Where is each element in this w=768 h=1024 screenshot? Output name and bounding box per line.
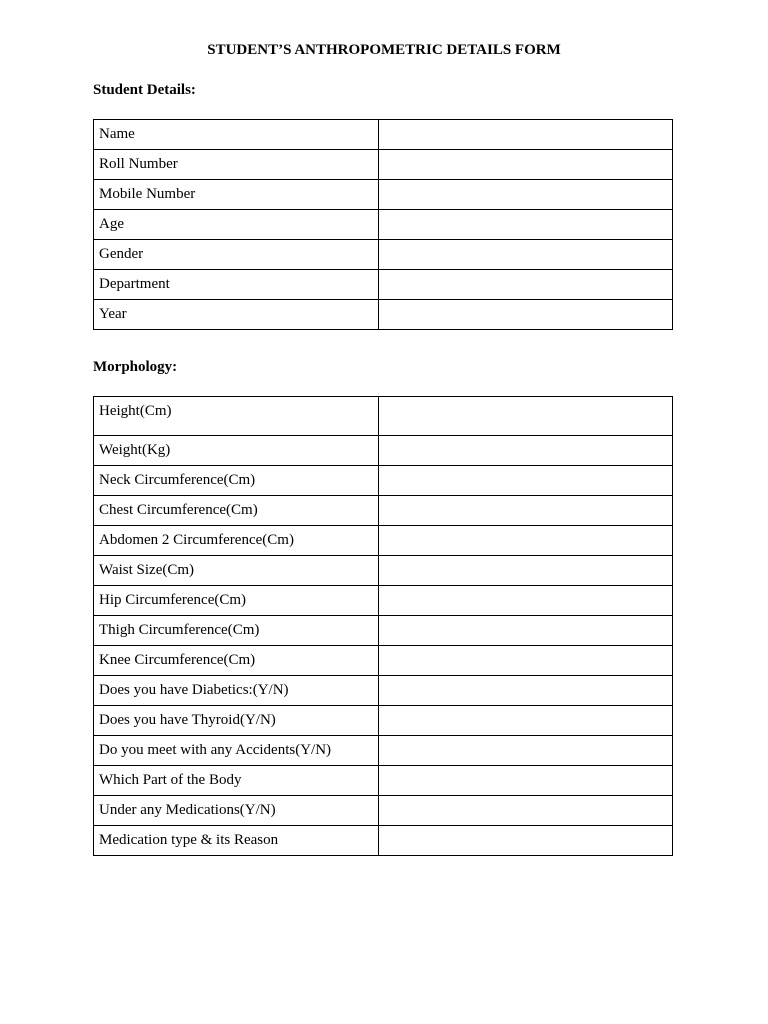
table-row [94,556,673,586]
table-row [94,436,673,466]
height-field[interactable] [379,397,673,436]
row-label: Name [94,120,379,150]
year-field[interactable] [379,300,673,330]
table-row [94,616,673,646]
table-row [94,270,673,300]
mobile-number-field[interactable] [379,180,673,210]
table-row [94,826,673,856]
waist-size-field[interactable] [379,556,673,586]
table-row [94,150,673,180]
row-label: Do you meet with any Accidents(Y/N) [94,736,379,766]
row-label: Under any Medications(Y/N) [94,796,379,826]
row-label: Does you have Diabetics:(Y/N) [94,676,379,706]
thyroid-field[interactable] [379,706,673,736]
neck-circumference-field[interactable] [379,466,673,496]
knee-circumference-field[interactable] [379,646,673,676]
row-label: Medication type & its Reason [94,826,379,856]
row-label: Waist Size(Cm) [94,556,379,586]
thigh-circumference-field[interactable] [379,616,673,646]
chest-circumference-field[interactable] [379,496,673,526]
abdomen-circumference-field[interactable] [379,526,673,556]
row-label: Year [94,300,379,330]
row-label: Roll Number [94,150,379,180]
row-label: Department [94,270,379,300]
gender-field[interactable] [379,240,673,270]
row-label: Abdomen 2 Circumference(Cm) [94,526,379,556]
row-label: Thigh Circumference(Cm) [94,616,379,646]
table-row [94,496,673,526]
student-details-heading: Student Details: [93,82,196,98]
table-row [94,526,673,556]
row-label: Mobile Number [94,180,379,210]
table-row [94,676,673,706]
row-label: Gender [94,240,379,270]
table-row [94,397,673,436]
row-label: Weight(Kg) [94,436,379,466]
accidents-field[interactable] [379,736,673,766]
medications-field[interactable] [379,796,673,826]
name-field[interactable] [379,120,673,150]
row-label: Age [94,210,379,240]
table-row [94,240,673,270]
table-row [94,586,673,616]
table-row [94,466,673,496]
row-label: Chest Circumference(Cm) [94,496,379,526]
weight-field[interactable] [379,436,673,466]
row-label: Hip Circumference(Cm) [94,586,379,616]
row-label: Which Part of the Body [94,766,379,796]
morphology-heading: Morphology: [93,359,178,375]
age-field[interactable] [379,210,673,240]
table-row [94,706,673,736]
medication-type-field[interactable] [379,826,673,856]
department-field[interactable] [379,270,673,300]
row-label: Height(Cm) [94,397,379,436]
roll-number-field[interactable] [379,150,673,180]
row-label: Neck Circumference(Cm) [94,466,379,496]
table-row [94,766,673,796]
table-row [94,210,673,240]
table-row [94,796,673,826]
hip-circumference-field[interactable] [379,586,673,616]
row-label: Knee Circumference(Cm) [94,646,379,676]
row-label: Does you have Thyroid(Y/N) [94,706,379,736]
table-row [94,300,673,330]
table-row [94,736,673,766]
table-row [94,646,673,676]
diabetics-field[interactable] [379,676,673,706]
student-details-table [93,119,673,330]
form-title: STUDENT’S ANTHROPOMETRIC DETAILS FORM [207,42,561,58]
table-row [94,120,673,150]
morphology-table [93,396,673,856]
body-part-field[interactable] [379,766,673,796]
table-row [94,180,673,210]
